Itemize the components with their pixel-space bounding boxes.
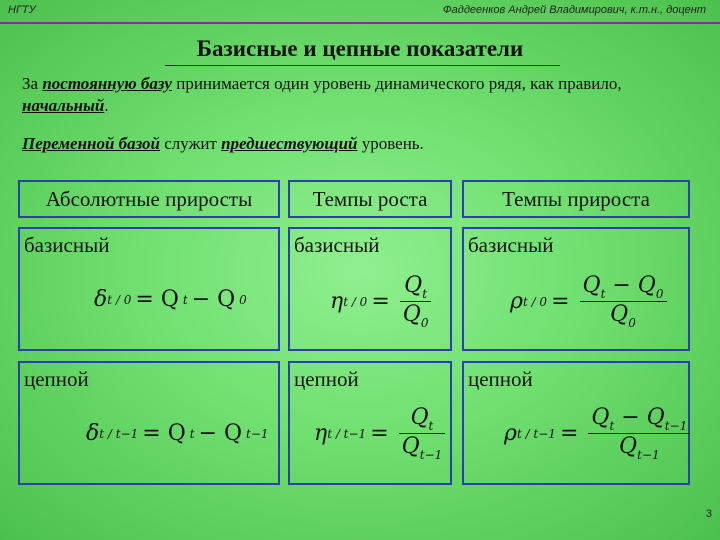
header-institution: НГТУ xyxy=(8,4,36,16)
formula-minus-subscript: 0 xyxy=(239,292,247,307)
numerator-minus-subscript: 0 xyxy=(655,287,664,301)
para2-emphasis-2: предшествующий xyxy=(221,134,358,153)
cell-increment-basic xyxy=(462,227,690,351)
formula-symbol: η xyxy=(314,421,328,446)
column-header-absolute-label: Абсолютные приросты xyxy=(45,186,253,211)
numerator-subscript: t xyxy=(428,419,434,433)
fraction-denominator xyxy=(607,302,639,330)
formula-equals: = xyxy=(559,421,579,446)
numerator-minus: − Q xyxy=(614,405,665,430)
numerator-minus: − Q xyxy=(605,273,656,298)
formula-symbol: η xyxy=(330,289,344,314)
fraction-denominator xyxy=(400,302,432,330)
formula-subscript: t / t−1 xyxy=(327,426,367,441)
formula-rhs-subscript: t xyxy=(189,426,195,441)
column-header-growth-label: Темпы роста xyxy=(312,186,428,211)
cell-growth-basic-label: базисный xyxy=(294,233,380,257)
formula-symbol: δ xyxy=(86,421,100,446)
formula-fraction xyxy=(588,405,690,462)
denominator-symbol: Q xyxy=(610,302,629,327)
fraction-numerator xyxy=(580,273,667,301)
formula-symbol: ρ xyxy=(510,289,523,314)
numerator-subscript: t xyxy=(422,287,428,301)
slide-title: Базисные и цепные показатели xyxy=(196,36,524,61)
column-header-absolute xyxy=(18,180,280,218)
formula-subscript: t / 0 xyxy=(107,292,132,307)
formula-rhs: = Q xyxy=(142,421,186,446)
fraction-numerator xyxy=(401,273,430,301)
numerator-symbol: Q xyxy=(404,273,423,298)
page-number: 3 xyxy=(705,508,712,520)
numerator-minus-subscript: t−1 xyxy=(664,419,688,433)
fraction-numerator xyxy=(407,405,436,433)
fraction-denominator xyxy=(616,434,663,462)
para2-text-2: уровень. xyxy=(357,134,424,153)
cell-increment-chain xyxy=(462,361,690,485)
column-header-increment xyxy=(462,180,690,218)
cell-absolute-chain xyxy=(18,361,280,485)
formula-absolute-basic xyxy=(94,287,247,312)
title-underline xyxy=(165,65,560,66)
cell-growth-chain-label: цепной xyxy=(294,367,359,391)
header-author: Фаддеенков Андрей Владимирович, к.т.н., доцент xyxy=(442,4,706,16)
cell-absolute-basic-label: базисный xyxy=(24,233,110,257)
formula-subscript: t / 0 xyxy=(343,294,368,309)
cell-absolute-chain-label: цепной xyxy=(24,367,89,391)
cell-increment-chain-label: цепной xyxy=(468,367,533,391)
paragraph-variable-base xyxy=(22,133,702,155)
denominator-symbol: Q xyxy=(401,434,420,459)
formula-growth-chain xyxy=(314,405,445,462)
cell-growth-basic xyxy=(288,227,452,351)
formula-equals: = xyxy=(370,421,389,446)
numerator-subscript: t xyxy=(609,419,615,433)
formula-increment-chain xyxy=(504,405,690,462)
fraction-denominator xyxy=(399,434,446,462)
cell-increment-basic-label: базисный xyxy=(468,233,554,257)
numerator-symbol: Q xyxy=(582,273,601,298)
fraction-numerator xyxy=(588,405,690,433)
denominator-symbol: Q xyxy=(402,302,421,327)
formula-fraction xyxy=(580,273,667,330)
para1-text-2: принимается один уровень динамического рядя, как правило, xyxy=(171,74,622,93)
formula-rhs-subscript: t xyxy=(182,292,188,307)
formula-increment-basic xyxy=(510,273,667,330)
formula-equals: = xyxy=(371,289,390,314)
denominator-subscript: t−1 xyxy=(637,448,660,462)
column-header-growth xyxy=(288,180,452,218)
para2-text-1: служит xyxy=(160,134,222,153)
para1-text-1: За xyxy=(22,74,43,93)
cell-growth-chain xyxy=(288,361,452,485)
formula-rhs: = Q xyxy=(135,287,179,312)
formula-minus: − Q xyxy=(191,287,236,312)
formula-symbol: ρ xyxy=(504,421,517,446)
cell-absolute-basic xyxy=(18,227,280,351)
formula-subscript: t / t−1 xyxy=(99,426,139,441)
numerator-subscript: t xyxy=(600,287,606,301)
formula-symbol: δ xyxy=(94,287,108,312)
column-header-increment-label: Темпы прироста xyxy=(502,186,650,211)
formula-subscript: t / 0 xyxy=(522,294,548,309)
denominator-symbol: Q xyxy=(619,434,638,459)
para2-emphasis-1: Переменной базой xyxy=(22,134,161,153)
numerator-symbol: Q xyxy=(591,405,610,430)
formula-minus-subscript: t−1 xyxy=(246,426,269,441)
denominator-subscript: 0 xyxy=(628,316,636,330)
formula-fraction xyxy=(400,273,432,330)
formula-growth-basic xyxy=(330,273,431,330)
header-divider xyxy=(0,22,720,24)
denominator-subscript: t−1 xyxy=(419,448,443,462)
formula-equals: = xyxy=(551,289,570,314)
formula-minus: − Q xyxy=(198,421,243,446)
para1-emphasis-2: начальный xyxy=(22,96,105,115)
para1-text-3: . xyxy=(104,96,109,115)
numerator-symbol: Q xyxy=(410,405,429,430)
paragraph-constant-base xyxy=(22,73,702,117)
denominator-subscript: 0 xyxy=(420,316,429,330)
formula-absolute-chain xyxy=(86,421,269,446)
formula-subscript: t / t−1 xyxy=(516,426,556,441)
para1-emphasis-1: постоянную базу xyxy=(42,74,172,93)
formula-fraction xyxy=(399,405,446,462)
